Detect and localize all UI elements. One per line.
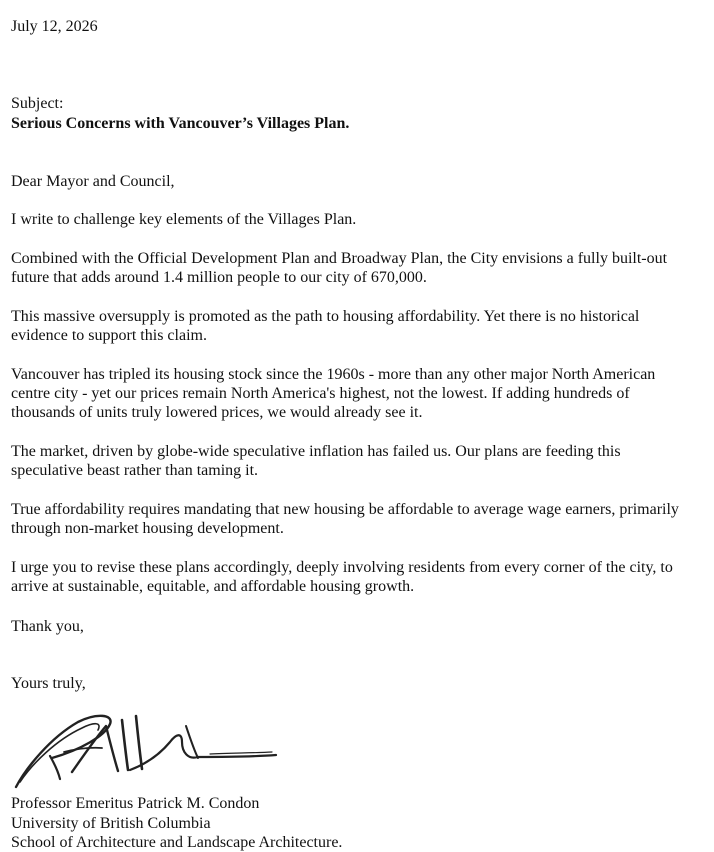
signer-name: Professor Emeritus Patrick M. Condon: [11, 795, 260, 812]
signer-university: University of British Columbia: [11, 815, 211, 832]
paragraph-population: Combined with the Official Development Plan and Broadway Plan, the City envisions a fully built-out future that adds around 1.4 million people to our city of 670,000.: [11, 250, 668, 286]
subject-label: Subject:: [11, 95, 64, 112]
closing-line: Yours truly,: [11, 675, 86, 692]
handwritten-signature: [10, 708, 282, 792]
thanks-line: Thank you,: [11, 618, 84, 635]
paragraph-oversupply: This massive oversupply is promoted as the path to housing affordability. Yet there is no historical evidence to support this claim.: [11, 308, 640, 344]
paragraph-market: The market, driven by globe-wide speculative inflation has failed us. Our plans are feeding this speculative beast rather than taming it.: [11, 443, 621, 479]
signer-school: School of Architecture and Landscape Architecture.: [11, 834, 343, 851]
subject-line: Serious Concerns with Vancouver’s Villages Plan.: [11, 115, 350, 132]
letter-date: July 12, 2026: [11, 18, 98, 35]
salutation: Dear Mayor and Council,: [11, 173, 175, 190]
paragraph-request: I urge you to revise these plans accordingly, deeply involving residents from every corner of the city, to arrive at sustainable, equitable, and affordable housing growth.: [11, 559, 673, 595]
paragraph-housing-stock: Vancouver has tripled its housing stock since the 1960s - more than any other major North American centre city - yet our prices remain North America's highest, not the lowest. If adding hundreds of thousands of units truly lowered prices, we would already see it.: [11, 366, 656, 421]
paragraph-affordability: True affordability requires mandating that new housing be affordable to average wage earners, primarily through non-market housing development.: [11, 501, 679, 537]
paragraph-intro: I write to challenge key elements of the Villages Plan.: [11, 211, 357, 228]
